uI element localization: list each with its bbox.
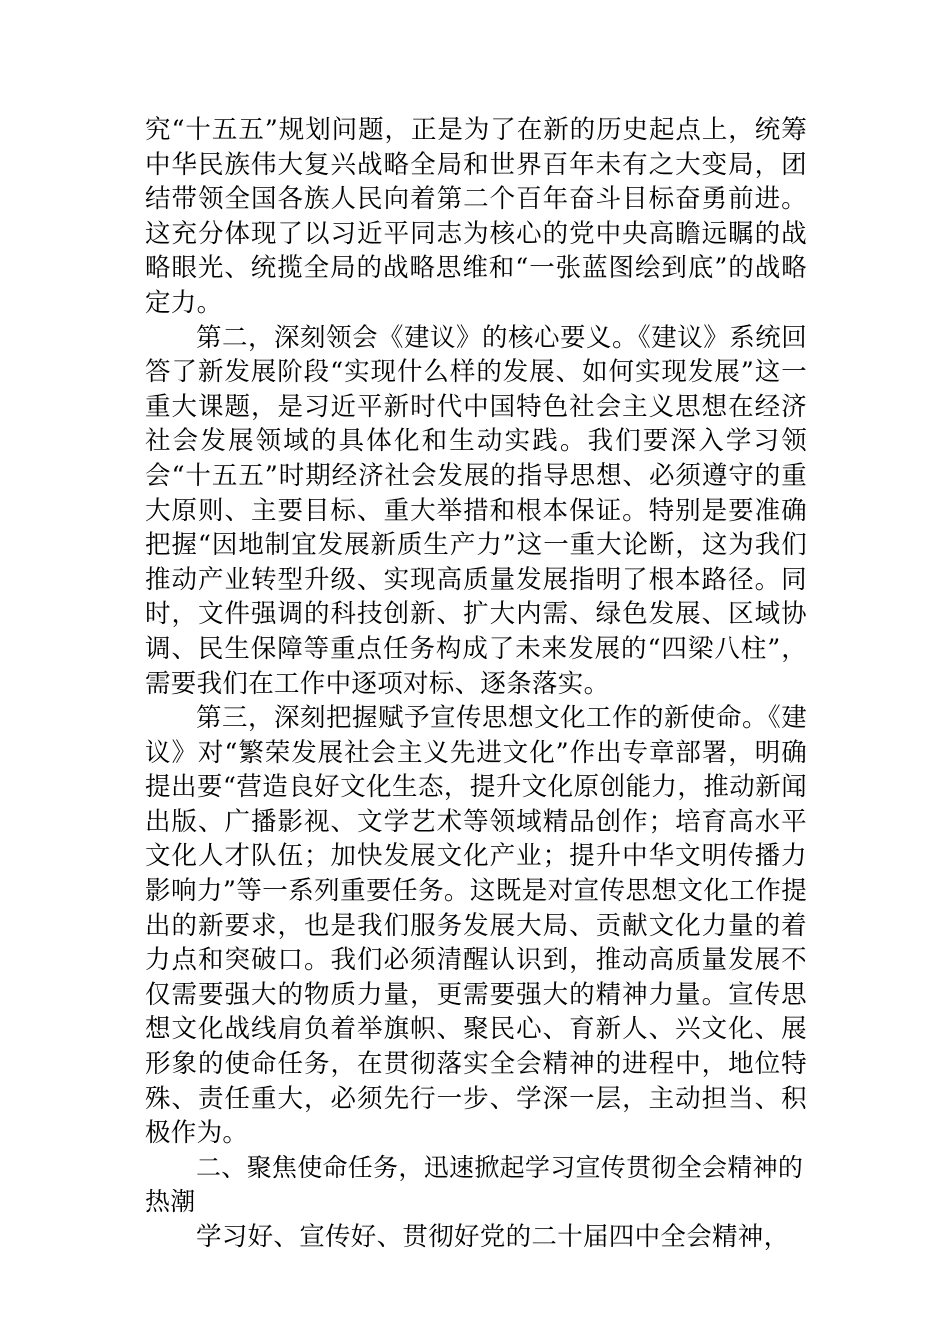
section-heading: 二、聚焦使命任务，迅速掀起学习宣传贯彻全会精神的热潮 bbox=[145, 1152, 804, 1217]
paragraph-second-point: 第二，深刻领会《建议》的核心要义。《建议》系统回答了新发展阶段“实现什么样的发展、如何实现发展”这一重大课题，是习近平新时代中国特色社会主义思想在经济社会发展领域的具体化和生动实践。我们要深入学习领会“十五五”时期经济社会发展的指导思想、必须遵守的重大原则、主要目标、重大举措和根本保证。特别是要准确把握“因地制宜发展新质生产力”这一重大论断，这为我们推动产业转型升级、实现高质量发展指明了根本路径。同时，文件强调的科技创新、扩大内需、绿色发展、区域协调、民生保障等重点任务构成了未来发展的“四梁八柱”，需要我们在工作中逐项对标、逐条落实。 bbox=[145, 322, 807, 699]
paragraph-continuation: 究“十五五”规划问题，正是为了在新的历史起点上，统筹中华民族伟大复兴战略全局和世界百年未有之大变局，团结带领全国各族人民向着第二个百年奋斗目标奋勇前进。这充分体现了以习近平同志为核心的党中央高瞻远瞩的战略眼光、统揽全局的战略思维和“一张蓝图绘到底”的战略定力。 bbox=[145, 115, 807, 318]
document-page bbox=[145, 113, 807, 1255]
paragraph-third-point: 第三，深刻把握赋予宣传思想文化工作的新使命。《建议》对“繁荣发展社会主义先进文化”作出专章部署，明确提出要“营造良好文化生态，提升文化原创能力，推动新闻出版、广播影视、文学艺术等领域精品创作；培育高水平文化人才队伍；加快发展文化产业；提升中华文明传播力影响力”等一系列重要任务。这既是对宣传思想文化工作提出的新要求，也是我们服务发展大局、贡献文化力量的着力点和突破口。我们必须清醒认识到，推动高质量发展不仅需要强大的物质力量，更需要强大的精神力量。宣传思想文化战线肩负着举旗帜、聚民心、育新人、兴文化、展形象的使命任务，在贯彻落实全会精神的进程中，地位特殊、责任重大，必须先行一步、学深一层，主动担当、积极作为。 bbox=[145, 703, 807, 1149]
paragraph-section-intro: 学习好、宣传好、贯彻好党的二十届四中全会精神， bbox=[196, 1222, 790, 1252]
